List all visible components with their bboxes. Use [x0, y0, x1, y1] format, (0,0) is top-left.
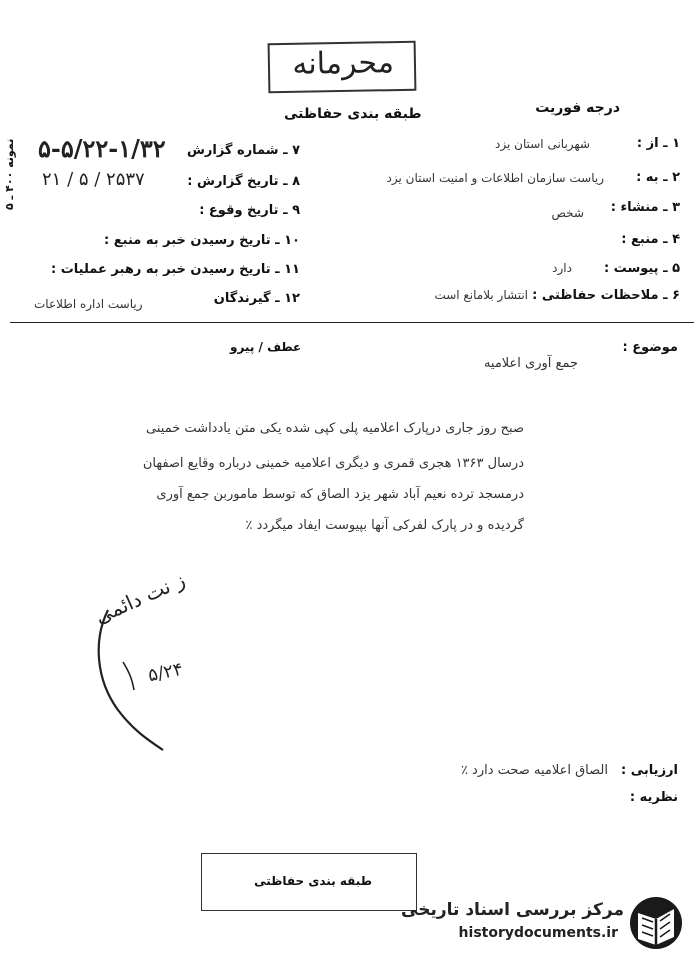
- field-news-to-source-label: ۱۰ ـ تاریخ رسیدن خبر به منبع :: [104, 233, 300, 248]
- classification-title: طبقه بندی حفاظتی: [284, 106, 422, 122]
- evaluation-value: الصاق اعلامیه صحت دارد ٪: [460, 763, 608, 778]
- field-report-date-value: ۲۵۳۷ / ۵ / ۲۱: [42, 169, 145, 190]
- field-from-label: ۱ ـ از :: [636, 136, 680, 151]
- field-attachment-label: ۵ ـ پیوست :: [603, 261, 680, 276]
- classification-stamp-text: طبقه بندی حفاظتی: [254, 874, 372, 888]
- field-news-to-leader-label: ۱۱ ـ تاریخ رسیدن خبر به رهبر عملیات :: [51, 262, 300, 277]
- subject-value: جمع آوری اعلامیه: [483, 356, 578, 371]
- field-security-notes-label: ۶ ـ ملاحظات حفاظتی :: [532, 288, 680, 303]
- field-attachment-value: دارد: [552, 261, 572, 275]
- field-recipients-value: ریاست اداره اطلاعات: [34, 297, 143, 311]
- field-recipients-label: ۱۲ ـ گیرندگان: [213, 291, 300, 306]
- field-source-label: ۴ ـ منبع :: [621, 232, 680, 247]
- field-report-number-value: ۵-۵/۲۲-۱/۳۲: [38, 134, 166, 163]
- body-line-3: درمسجد ترده نعیم آباد شهر یزد الصاق که توسط ماموربن جمع آوری: [156, 487, 524, 502]
- reference-label: عطف / پیرو: [230, 340, 302, 354]
- urgency-label: درجه فوریت: [535, 100, 620, 116]
- handwritten-scribble: [88, 600, 198, 760]
- handwritten-date: ۵/۲۴: [146, 658, 185, 687]
- header-divider: [10, 322, 694, 323]
- field-origin-value: شخص: [551, 206, 584, 220]
- field-report-number-label: ۷ ـ شماره گزارش: [186, 143, 300, 158]
- body-line-1: صبح روز جاری درپارک اعلامیه پلی کپی شده یکی متن یادداشت خمینی: [146, 421, 524, 436]
- opinion-label: نظریه :: [629, 790, 678, 805]
- subject-label: موضوع :: [622, 340, 678, 355]
- handwritten-note: ز نت دائمی: [91, 567, 189, 629]
- field-occurrence-date-label: ۹ ـ تاریخ وقوع :: [199, 203, 300, 218]
- field-to-value: ریاست سازمان اطلاعات و امنیت استان یزد: [386, 171, 604, 185]
- watermark-org-name: مرکز بررسی اسناد تاریخی: [401, 900, 624, 920]
- field-origin-label: ۳ ـ منشاء :: [610, 200, 680, 215]
- field-to-label: ۲ ـ به :: [636, 170, 680, 185]
- classification-stamp: [201, 853, 417, 911]
- book-logo-icon: [626, 895, 688, 951]
- confidential-stamp-text: محرمانه: [292, 45, 395, 82]
- confidential-stamp: [268, 41, 417, 94]
- watermark-website: historydocuments.ir: [458, 925, 618, 941]
- evaluation-label: ارزیابی :: [621, 763, 678, 778]
- side-form-code: نمونه ۴۰۰ ـ ۵: [3, 138, 16, 210]
- field-from-value: شهربانی استان یزد: [495, 137, 590, 151]
- field-report-date-label: ۸ ـ تاریخ گزارش :: [187, 174, 300, 189]
- body-line-4: گردیده و در پارک لفرکی آنها بپیوست ایفاد میگردد ٪: [245, 518, 524, 533]
- field-security-notes-value: انتشار بلامانع است: [434, 288, 528, 302]
- body-line-2: درسال ۱۳۶۳ هجری قمری و دیگری اعلامیه خمینی درباره وقایع اصفهان: [142, 456, 524, 471]
